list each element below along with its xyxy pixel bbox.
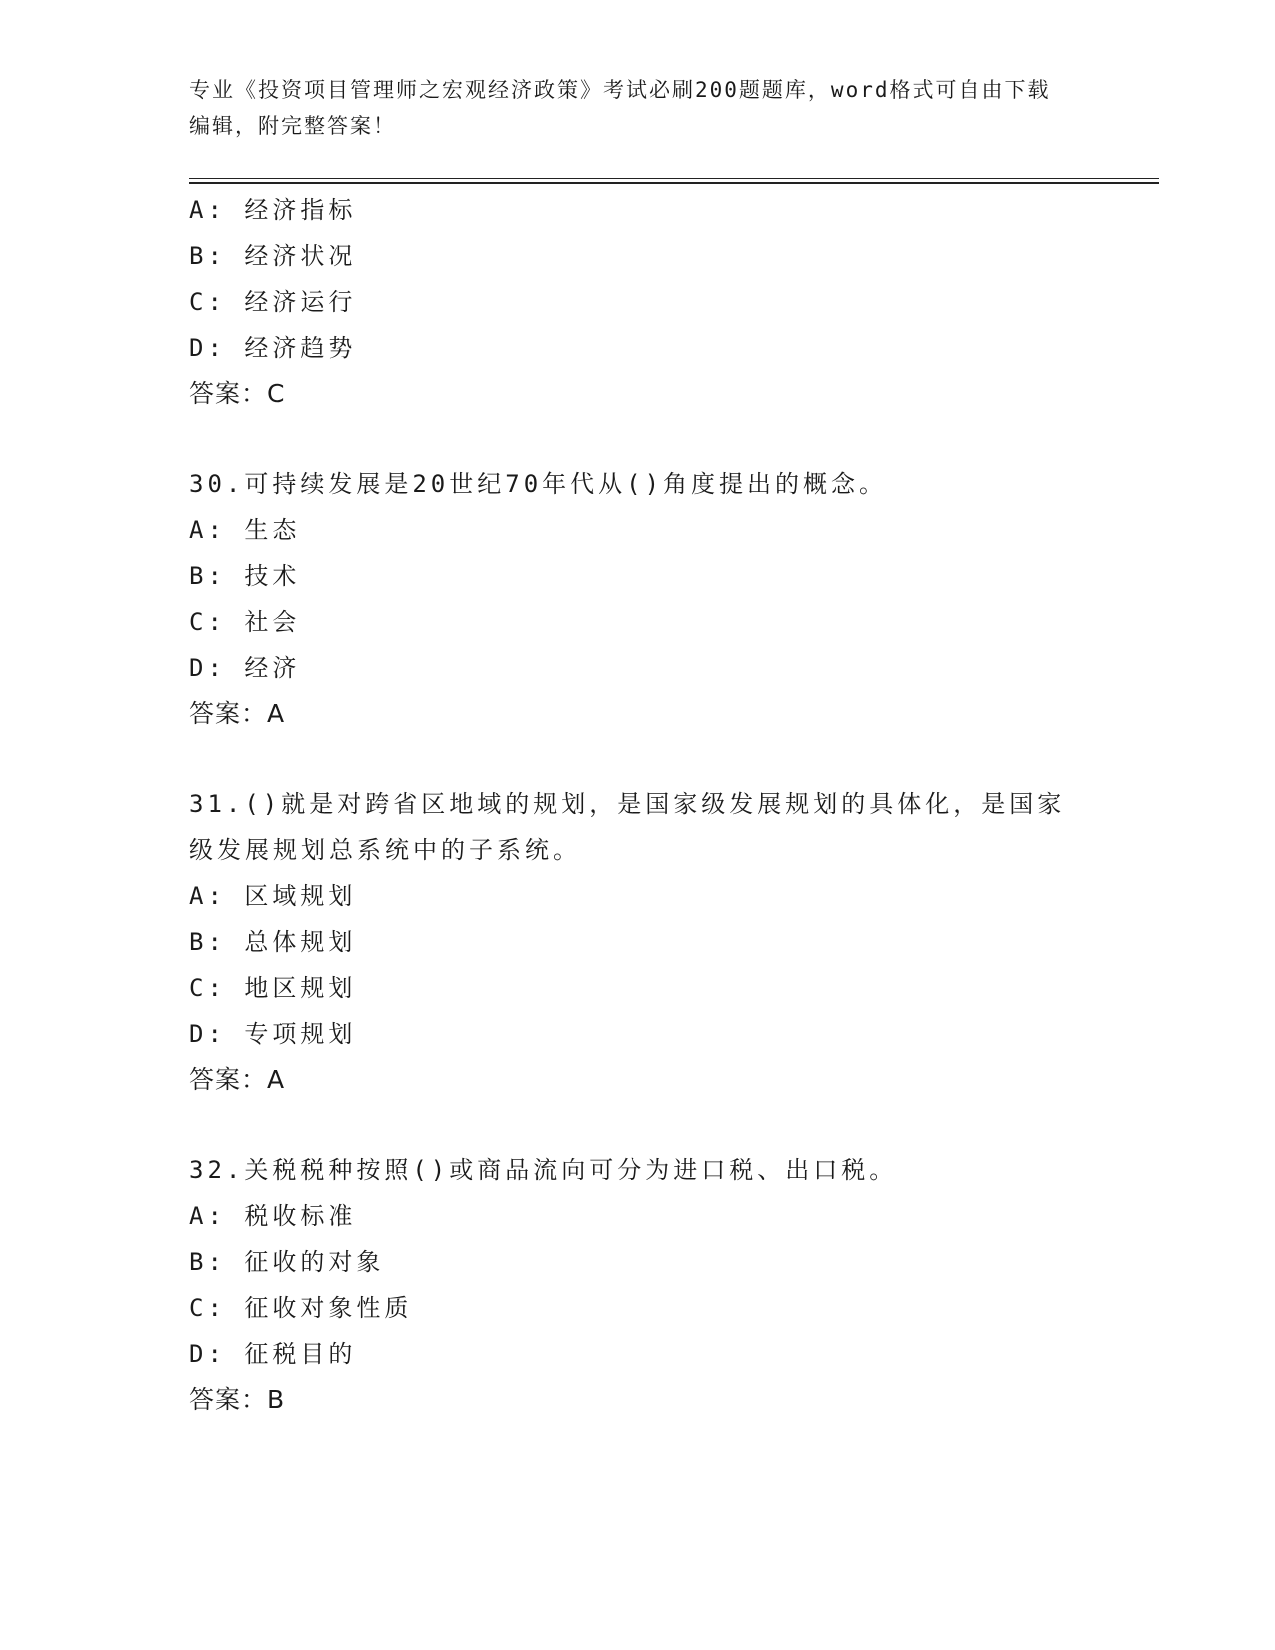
header-rule-thin xyxy=(189,178,1159,179)
answer-line: 答案：B xyxy=(189,1385,286,1414)
option-d: D: 征税目的 xyxy=(189,1340,357,1368)
question-text: 32.关税税种按照()或商品流向可分为进口税、出口税。 xyxy=(189,1156,898,1184)
question-text: 30.可持续发展是20世纪70年代从()角度提出的概念。 xyxy=(189,470,888,498)
header-rule-thick xyxy=(189,182,1159,184)
question-list xyxy=(189,187,1069,1423)
option-b: B: 总体规划 xyxy=(189,928,357,956)
option-c: C: 社会 xyxy=(189,608,301,636)
option-d: D: 专项规划 xyxy=(189,1020,357,1048)
question-block-29 xyxy=(189,187,1069,417)
question-text: 31.()就是对跨省区地域的规划，是国家级发展规划的具体化，是国家级发展规划总系统中的子系统。 xyxy=(189,790,1066,864)
option-b: B: 征收的对象 xyxy=(189,1248,385,1276)
option-a: A: 经济指标 xyxy=(189,196,357,224)
question-block-31 xyxy=(189,781,1069,1103)
answer-line: 答案：C xyxy=(189,379,286,408)
option-b: B: 经济状况 xyxy=(189,242,357,270)
option-d: D: 经济 xyxy=(189,654,301,682)
document-header: 专业《投资项目管理师之宏观经济政策》考试必刷200题题库，word格式可自由下载编辑，附完整答案！ xyxy=(189,78,1051,138)
option-b: B: 技术 xyxy=(189,562,301,590)
option-a: A: 区域规划 xyxy=(189,882,357,910)
option-c: C: 地区规划 xyxy=(189,974,357,1002)
question-block-30 xyxy=(189,461,1069,737)
option-a: A: 税收标准 xyxy=(189,1202,357,1230)
option-c: C: 征收对象性质 xyxy=(189,1294,413,1322)
answer-line: 答案：A xyxy=(189,1065,286,1094)
option-c: C: 经济运行 xyxy=(189,288,357,316)
option-a: A: 生态 xyxy=(189,516,301,544)
option-d: D: 经济趋势 xyxy=(189,334,357,362)
question-block-32 xyxy=(189,1147,1069,1423)
answer-line: 答案：A xyxy=(189,699,286,728)
